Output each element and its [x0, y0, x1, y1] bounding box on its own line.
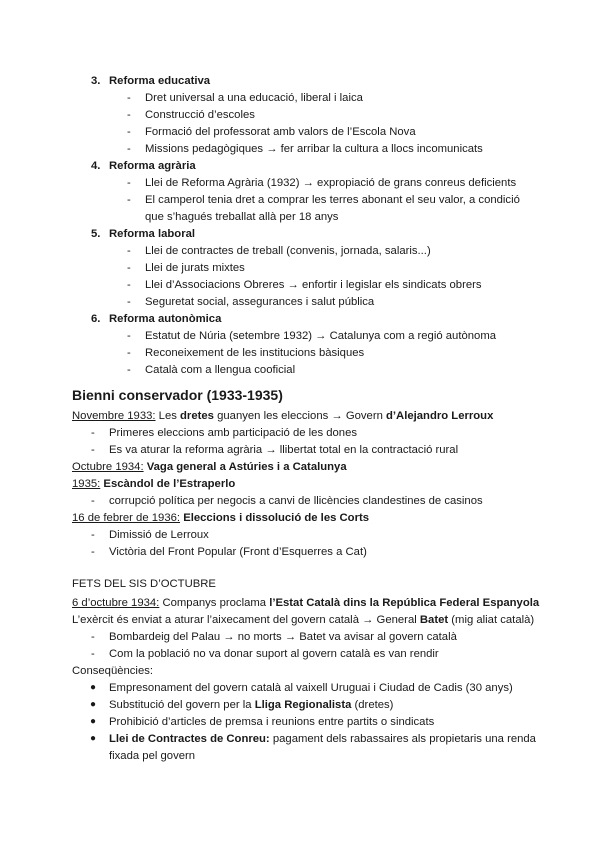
section-heading: Bienni conservador (1933-1935) [72, 387, 283, 403]
dash-marker: - [127, 330, 131, 342]
dash-marker: - [91, 631, 95, 643]
event-bold: l’Estat Català dins la República Federal Espanyola [269, 597, 540, 609]
consequences-label: Conseqüències: [72, 665, 154, 677]
event-bold: Escàndol de l’Estraperlo [103, 478, 236, 490]
event-bold: Batet [419, 614, 449, 626]
dash-marker: - [127, 245, 131, 257]
event-text: guanyen les eleccions → Govern [213, 410, 387, 422]
list-item: Estatut de Núria (setembre 1932) → Catalunya com a regió autònoma [145, 330, 497, 342]
list-item: Llei de Reforma Agrària (1932) → expropiació de grans conreus deficients [145, 177, 517, 189]
list-item [109, 698, 393, 712]
dash-marker: - [127, 262, 131, 274]
item-text: Substitució del govern per la [109, 699, 255, 711]
list-item-continuation: fixada pel govern [109, 750, 196, 762]
list-item: Com la població no va donar suport al govern català es van rendir [109, 648, 439, 660]
dash-marker: - [127, 126, 131, 138]
dash-marker: - [91, 495, 95, 507]
reform-number: 6. [91, 313, 101, 325]
list-item: Dimissió de Lerroux [109, 529, 209, 541]
dash-marker: - [127, 296, 131, 308]
list-item: Missions pedagògiques → fer arribar la cultura a llocs incomunicats [145, 143, 483, 155]
event-bold: d’Alejandro Lerroux [386, 410, 494, 422]
dash-marker: - [91, 444, 95, 456]
dash-marker: - [127, 194, 131, 206]
dash-marker: - [127, 347, 131, 359]
list-item: Es va aturar la reforma agrària → llibertat total en la contractació rural [109, 444, 459, 456]
reform-title: Reforma laboral [109, 228, 196, 240]
list-item: Llei d’Associacions Obreres → enfortir i legislar els sindicats obrers [145, 279, 482, 291]
reform-number: 5. [91, 228, 101, 240]
event-line [72, 460, 347, 474]
event-text: Companys proclama [162, 597, 270, 609]
list-item: Seguretat social, assegurances i salut pública [145, 296, 375, 308]
list-item: Bombardeig del Palau → no morts → Batet va avisar al govern català [109, 631, 457, 643]
list-item-continuation: que s’hagués treballat allà per 18 anys [145, 211, 339, 223]
list-item: El camperol tenia dret a comprar les terres abonant el seu valor, a condició [145, 194, 520, 206]
list-item: Formació del professorat amb valors de l’Escola Nova [145, 126, 416, 138]
dash-marker: - [127, 177, 131, 189]
dash-marker: - [127, 143, 131, 155]
reform-title: Reforma educativa [109, 75, 211, 87]
bullet-marker: ● [90, 699, 97, 710]
event-bold: Eleccions i dissolució de les Corts [183, 512, 370, 524]
list-item: Llei de contractes de treball (convenis, jornada, salaris...) [145, 245, 431, 257]
item-text: pagament dels rabassaires als propietaris una renda [269, 733, 536, 745]
list-item: Català com a llengua cooficial [145, 364, 296, 376]
event-line [72, 596, 539, 610]
event-bold: Vaga general a Astúries i a Catalunya [146, 461, 347, 473]
bullet-marker: ● [90, 733, 97, 744]
item-bold: Llei de Contractes de Conreu: [109, 733, 270, 745]
dash-marker: - [91, 529, 95, 541]
dash-marker: - [91, 648, 95, 660]
list-item: Llei de jurats mixtes [145, 262, 245, 274]
dash-marker: - [127, 92, 131, 104]
list-item [109, 732, 536, 746]
event-date: 1935: [72, 478, 101, 490]
dash-marker: - [91, 427, 95, 439]
list-item: Primeres eleccions amb participació de les dones [109, 427, 358, 439]
event-date: 6 d’octubre 1934: [72, 597, 160, 609]
section-heading: FETS DEL SIS D’OCTUBRE [72, 578, 216, 590]
list-item: Reconeixement de les institucions bàsiques [145, 347, 365, 359]
event-bold: dretes [180, 410, 214, 422]
event-line [72, 477, 235, 491]
event-line [72, 511, 369, 525]
event-date: Novembre 1933: [72, 410, 156, 422]
list-item: Construcció d’escoles [145, 109, 255, 121]
dash-marker: - [127, 364, 131, 376]
reform-title: Reforma autonòmica [109, 313, 222, 325]
item-bold: Lliga Regionalista [254, 699, 352, 711]
list-item: corrupció política per negocis a canvi de llicències clandestines de casinos [109, 495, 483, 507]
event-text: Les [158, 410, 181, 422]
dash-marker: - [91, 546, 95, 558]
bullet-marker: ● [90, 682, 97, 693]
item-text: (dretes) [351, 699, 394, 711]
text-line [72, 613, 534, 627]
reform-number: 4. [91, 160, 101, 172]
reform-number: 3. [91, 75, 101, 87]
event-date: Octubre 1934: [72, 461, 144, 473]
list-item: Prohibició d’articles de premsa i reunions entre partits o sindicats [109, 716, 435, 728]
list-item: Victòria del Front Popular (Front d’Esquerres a Cat) [109, 546, 367, 558]
list-item: Dret universal a una educació, liberal i laica [145, 92, 363, 104]
reform-title: Reforma agrària [109, 160, 196, 172]
list-item: Empresonament del govern català al vaixell Uruguai i Ciudad de Cadis (30 anys) [109, 682, 513, 694]
event-date: 16 de febrer de 1936: [72, 512, 181, 524]
event-text: (mig aliat català) [448, 614, 535, 626]
dash-marker: - [127, 109, 131, 121]
event-text: L’exèrcit és enviat a aturar l’aixecament del govern català → General [72, 614, 420, 626]
event-line [72, 409, 493, 423]
dash-marker: - [127, 279, 131, 291]
bullet-marker: ● [90, 716, 97, 727]
